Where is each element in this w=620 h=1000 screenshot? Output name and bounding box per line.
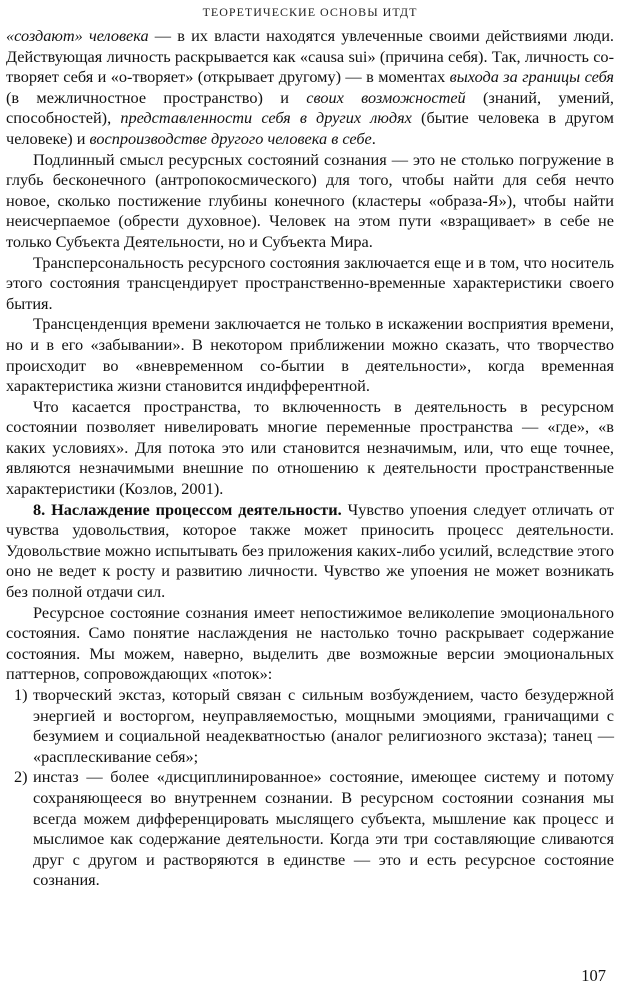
paragraph-3: Трансперсональность ресурсного состояния заключается еще и в том, что носитель этого состояния трансцендирует пространственно-временные характеристики своего бытия. bbox=[6, 252, 614, 313]
text-run: (в межличностное пространство) и bbox=[6, 87, 307, 107]
running-header: ТЕОРЕТИЧЕСКИЕ ОСНОВЫ ИТДТ bbox=[202, 5, 418, 19]
paragraph-5: Что касается пространства, то включенность в деятельность в ресурсном состоянии позволяет нивелировать многие переменные пространства — «где», «в каких условиях». Для потока это или становится незначимым, или, что еще точнее, являются незначимыми внешние по отношению к деятельности пространственные характеристики (Козлов, 2001). bbox=[6, 396, 614, 499]
text-run: (знаний, умений, способностей), bbox=[6, 87, 614, 128]
paragraph-4: Трансценденция времени заключается не только в искажении восприятия времени, но и в его «забывании». В некотором приближении можно сказать, что творчество происходит во «вневременном со-бытии в деятельности», когда временная характеристика жизни становится индифферентной. bbox=[6, 314, 614, 396]
paragraph-6 bbox=[6, 500, 614, 603]
text-run: . bbox=[371, 128, 376, 148]
section-heading: 8. Наслаждение процессом деятельности. bbox=[33, 499, 342, 519]
italic-run: своих возможностей bbox=[306, 87, 466, 107]
text-run: (бытие человека в другом человеке) и bbox=[6, 108, 614, 148]
page-body bbox=[6, 26, 614, 891]
section-text: Чувство упоения следует отличать от чувства удовольствия, которое также может приносить процесс деятельности. Удовольствие можно испытывать без приложения каких-либо усилий, вследствие этого оно не ведет к росту и развитию личности. Чувство же упоения не может возникать без полной отдачи сил. bbox=[6, 499, 614, 602]
italic-run: представленности себя в других людях bbox=[120, 108, 412, 128]
paragraph-7: Ресурсное состояние сознания имеет непостижимое великолепие эмоционального состояния. Само понятие наслаждения не настолько точно раскрывает содержание состояния. Мы можем, наверно, выделить две возможные версии эмоциональных паттернов, сопровождающих «поток»: bbox=[6, 602, 614, 684]
paragraph-2: Подлинный смысл ресурсных состояний сознания — это не столько погружение в глубь бесконечного (антропокосмического) для того, чтобы найти для себя нечто новое, сколько постижение глубины конечного (кластеры «образа-Я»), чтобы найти неисчерпаемое (обрести духовное). Человек на этом пути «взращивает» в себе не только Субъекта Деятельности, но и Субъекта Мира. bbox=[6, 149, 614, 251]
text-run: — в их власти находятся увлеченные своими действиями люди. Действующая личность раскрывается как «causa sui» (причина себя). Так, личность со-творяет себя и «о-творяет» (открывает другому) — в моментах bbox=[6, 26, 614, 87]
list-text: творческий экстаз, который связан с сильным возбуждением, часто безудержной энергией и восторгом, неуправляемостью, мощными эмоциями, граничащими с безумием и социальной неадекватностью (аналог религиозного экстаза); танец — «расплескивание себя»; bbox=[33, 685, 614, 766]
page-number: 107 bbox=[581, 966, 606, 985]
italic-run: выхода за границы себя bbox=[449, 67, 614, 87]
italic-run: воспроизводстве другого человека в себе bbox=[89, 128, 372, 148]
list-item-1 bbox=[6, 685, 614, 767]
list-number: 1) bbox=[14, 685, 28, 704]
list-number: 2) bbox=[14, 767, 28, 787]
italic-run: «создают» человека bbox=[6, 26, 149, 45]
paragraph-1 bbox=[6, 26, 614, 150]
list-item-2 bbox=[6, 767, 614, 891]
list-text: инстаз — более «дисциплинированное» состояние, имеющее систему и потому сохраняющееся во внутреннем сознании. В ресурсном состоянии сознания мы всегда можем дифференцировать мыслящего субъекта, мышление как процесс и мыслимое как содержание деятельности. Когда эти три составляющие сливаются друг с другом и растворяются в единстве — это и есть ресурсное состояние сознания. bbox=[33, 767, 614, 890]
